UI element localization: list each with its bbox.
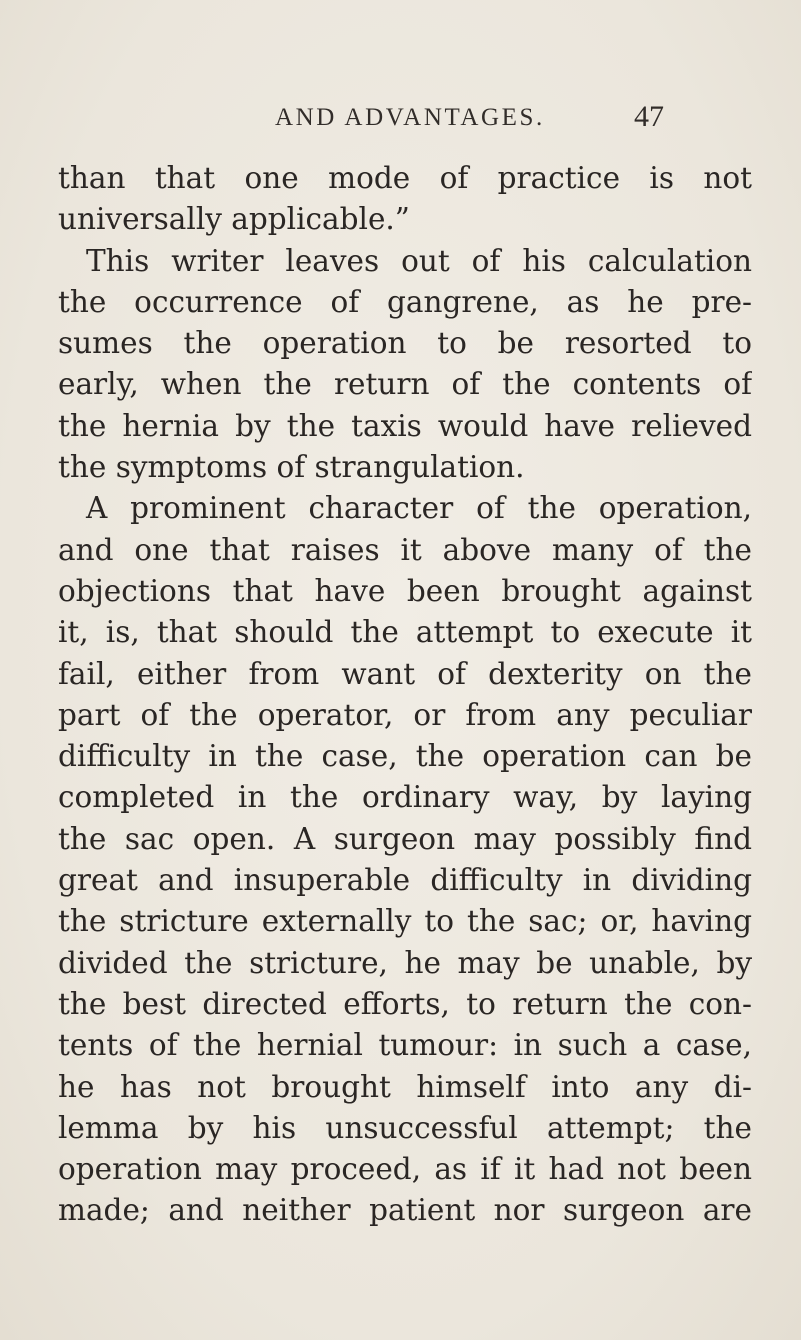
text-line: early, when the return of the contents of: [58, 367, 752, 402]
text-line: sumes the operation to be resorted to: [58, 326, 752, 361]
text-line: the hernia by the taxis would have relieved: [58, 408, 752, 443]
text-line: made; and neither patient nor surgeon are: [58, 1193, 752, 1228]
text-line: difficulty in the case, the operation can be: [58, 739, 752, 774]
running-head: AND ADVANTAGES.: [275, 104, 545, 131]
text-line: the best directed efforts, to return the con-: [58, 986, 752, 1021]
text-line: the occurrence of gangrene, as he pre-: [58, 284, 752, 319]
body-text: [58, 158, 752, 1232]
text-line: the symptoms of strangulation.: [58, 450, 525, 485]
text-line: completed in the ordinary way, by laying: [58, 780, 752, 815]
text-line: lemma by his unsuccessful attempt; the: [58, 1110, 752, 1145]
page-number: 47: [634, 100, 664, 133]
text-line: tents of the hernial tumour: in such a case,: [58, 1028, 752, 1063]
page-header: [60, 100, 750, 140]
text-line: the sac open. A surgeon may possibly find: [58, 821, 752, 856]
text-line: This writer leaves out of his calculation: [86, 243, 752, 278]
text-line: than that one mode of practice is not: [58, 161, 752, 195]
text-line: great and insuperable difficulty in dividing: [58, 863, 752, 898]
text-line: the stricture externally to the sac; or, having: [58, 904, 752, 939]
text-line: A prominent character of the operation,: [86, 491, 752, 526]
text-line: universally applicable.”: [58, 202, 410, 237]
text-line: operation may proceed, as if it had not been: [58, 1152, 752, 1187]
text-line: fail, either from want of dexterity on the: [58, 656, 752, 691]
text-line: part of the operator, or from any peculiar: [58, 697, 752, 732]
text-line: divided the stricture, he may be unable, by: [58, 945, 752, 980]
text-line: objections that have been brought against: [58, 573, 752, 608]
text-line: and one that raises it above many of the: [58, 532, 752, 567]
text-line: it, is, that should the attempt to execute it: [58, 615, 752, 650]
text-line: he has not brought himself into any di-: [58, 1069, 752, 1104]
